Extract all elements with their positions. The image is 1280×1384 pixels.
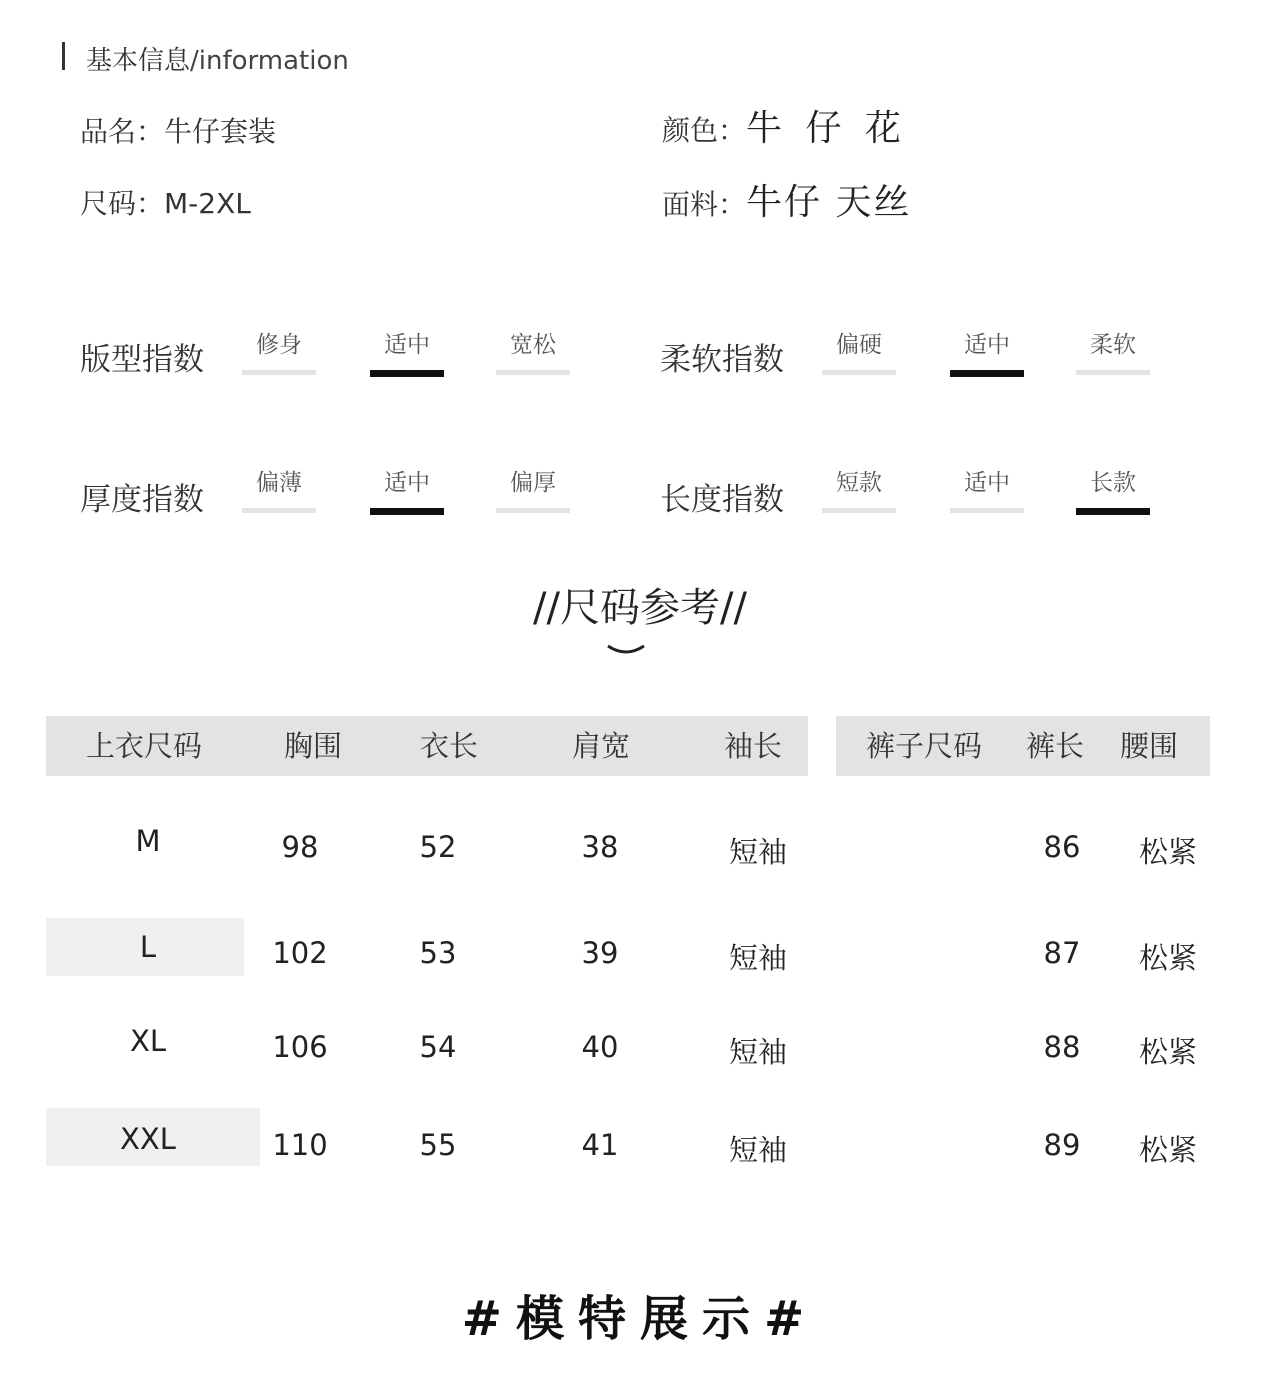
cell-sleeve: 短袖	[728, 941, 787, 975]
cell-bust: 98	[281, 830, 319, 864]
fabric-field	[662, 174, 911, 225]
header-bust: 胸围	[284, 729, 343, 763]
index-option-label: 长款	[1090, 470, 1136, 496]
index-option	[1076, 468, 1150, 515]
header-pants-size: 裤子尺码	[866, 729, 983, 763]
cell-length: 55	[419, 1128, 457, 1162]
index-option-bar	[950, 508, 1024, 513]
index-option	[950, 330, 1024, 377]
index-option-label: 柔软	[1090, 332, 1136, 358]
index-option	[496, 468, 570, 513]
cell-waist: 松紧	[1138, 1035, 1197, 1069]
index-option-label: 修身	[256, 332, 302, 358]
index-option-bar	[822, 370, 896, 375]
index-option	[370, 330, 444, 377]
cell-bust: 106	[272, 1030, 328, 1064]
section-title-cn: 基本信息	[86, 46, 191, 76]
size-label: 尺码：	[80, 187, 165, 220]
cell-size: M	[135, 824, 161, 858]
index-option-label: 偏薄	[256, 470, 302, 496]
cell-sleeve: 短袖	[728, 1035, 787, 1069]
index-option-bar	[242, 508, 316, 513]
index-option-label: 适中	[964, 470, 1010, 496]
index-option-bar	[496, 508, 570, 513]
cell-sleeve: 短袖	[728, 1133, 787, 1167]
fabric-label: 面料：	[662, 188, 747, 221]
index-option	[242, 468, 316, 513]
index-option	[242, 330, 316, 375]
size-field	[80, 182, 251, 222]
index-option-bar	[242, 370, 316, 375]
cell-shoulder: 41	[581, 1128, 619, 1162]
cell-sleeve: 短袖	[728, 835, 787, 869]
cell-bust: 110	[272, 1128, 328, 1162]
models-heading: #模特展示#	[461, 1291, 819, 1347]
index-label: 版型指数	[80, 342, 204, 378]
index-option-label: 适中	[384, 470, 430, 496]
cell-pants-length: 89	[1043, 1128, 1081, 1162]
section-marker	[62, 42, 65, 70]
cell-waist: 松紧	[1138, 941, 1197, 975]
fabric-value: 牛仔 天丝	[746, 182, 912, 223]
index-option-bar-selected	[370, 370, 444, 377]
color-label: 颜色：	[662, 114, 747, 147]
index-option	[370, 468, 444, 515]
cell-length: 53	[419, 936, 457, 970]
index-option-bar	[1076, 370, 1150, 375]
header-pants-length: 裤长	[1026, 729, 1085, 763]
index-option	[496, 330, 570, 375]
size-reference-heading: //尺码参考//	[533, 585, 747, 631]
cell-shoulder: 40	[581, 1030, 619, 1064]
cell-size: XL	[129, 1024, 167, 1058]
header-sleeve: 袖长	[724, 729, 783, 763]
cell-pants-length: 88	[1043, 1030, 1081, 1064]
index-option-bar-selected	[1076, 508, 1150, 515]
index-option-bar	[496, 370, 570, 375]
color-field	[662, 100, 907, 151]
index-option-label: 适中	[384, 332, 430, 358]
cell-length: 52	[419, 830, 457, 864]
cell-shoulder: 38	[581, 830, 619, 864]
product-name-field	[80, 110, 276, 150]
cell-shoulder: 39	[581, 936, 619, 970]
product-name-value: 牛仔套装	[164, 115, 277, 148]
index-option-label: 偏硬	[836, 332, 882, 358]
cell-pants-length: 86	[1043, 830, 1081, 864]
index-option	[822, 330, 896, 375]
index-label: 柔软指数	[660, 342, 784, 378]
cell-waist: 松紧	[1138, 1133, 1197, 1167]
header-waist: 腰围	[1120, 729, 1179, 763]
product-name-label: 品名：	[80, 115, 165, 148]
index-option-label: 宽松	[510, 332, 556, 358]
index-option-bar	[822, 508, 896, 513]
index-option-label: 适中	[964, 332, 1010, 358]
header-length: 衣长	[420, 729, 479, 763]
cell-bust: 102	[272, 936, 328, 970]
header-shoulder: 肩宽	[572, 729, 631, 763]
cell-size: XXL	[120, 1122, 176, 1156]
section-title	[86, 40, 349, 77]
index-option-bar-selected	[950, 370, 1024, 377]
index-option	[822, 468, 896, 513]
cell-length: 54	[419, 1030, 457, 1064]
cell-pants-length: 87	[1043, 936, 1081, 970]
index-label: 长度指数	[660, 482, 784, 518]
size-value: M-2XL	[164, 187, 251, 220]
index-label: 厚度指数	[80, 482, 204, 518]
index-option-bar-selected	[370, 508, 444, 515]
section-title-en: /information	[190, 46, 349, 76]
index-option	[950, 468, 1024, 513]
cell-size: L	[139, 930, 157, 964]
header-top-size: 上衣尺码	[86, 729, 203, 763]
index-option	[1076, 330, 1150, 375]
color-value: 牛 仔 花	[746, 108, 907, 149]
cell-waist: 松紧	[1138, 835, 1197, 869]
chevron-down-icon	[606, 642, 646, 658]
index-option-label: 短款	[836, 470, 882, 496]
index-option-label: 偏厚	[510, 470, 556, 496]
